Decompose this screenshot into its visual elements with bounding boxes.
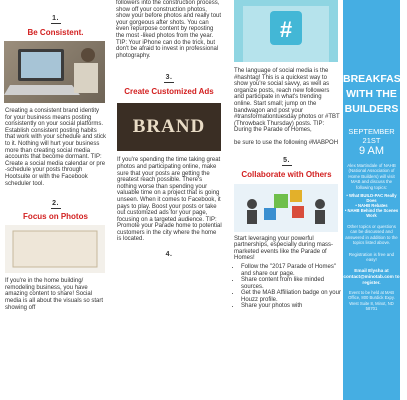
section-number-5: 5.	[283, 156, 290, 164]
section-number-4: 4.	[165, 251, 173, 259]
heading-be-consistent: Be Consistent.	[27, 28, 84, 37]
list-item: • What BUILD-PAC Really Does	[346, 193, 397, 204]
photos-image	[5, 225, 105, 273]
event-email[interactable]: Email Elysha at contact@minotab.com to register.	[343, 268, 400, 285]
laptop-illustration	[4, 41, 105, 103]
collaborate-text: Start leveraging your powerful partnerships, especially during mass-marketed events like the Parade of Homes!	[234, 235, 334, 262]
list-item: • Share your photos with	[241, 303, 344, 310]
list-item: • Get the MAB Affiliation badge on your Houzz profile.	[241, 290, 344, 303]
focus-on-photos-text: If you're in the home building/ remodeling business, you have amazing content to share! Social media is all about the visuals so start showing off	[5, 278, 104, 311]
event-title: BREAKFAST WITH THE BUILDERS	[343, 73, 407, 115]
heading-collaborate: Collaborate with Others	[241, 169, 332, 179]
event-questions: Other topics or questions can be discussed and answered in addition to the topics listed above.	[345, 224, 398, 246]
be-consistent-text: Creating a consistent brand identity for your business means posting consistently on your social platforms. Establish consistent posting habits that work with your schedule and stick to it. Nothing will hurt your business more than creating social media accounts that become dormant. TIP: Create a social media calendar or pre -schedule your posts through Hootsuite or with the Facebook scheduler tool.	[5, 108, 107, 187]
heading-create-customized-ads: Create Customized Ads	[124, 87, 214, 97]
hashtag-text: The language of social media is the #hashtag! This is a quickest way to show you're social savvy, as well as organize posts, reach new followers and participate in what's trending online. Start small; jump on the bandwagon and post your #transformationtuesday photos or #TBT (Throwback Thursday) posts. TIP: During the Parade of Homes,	[234, 68, 340, 134]
event-time: 9 AM	[358, 145, 385, 157]
photos-continued-text: followers into the construction process, show off your construction photos, show your before photos and really tout your gorgeous after shots. You can even repurpose content by reposting the most -liked photos from the year. TIP: Your iPhone can do the trick, but don't be afraid to invest in professional photography.	[116, 0, 222, 59]
svg-text:#: #	[279, 17, 293, 42]
collaboration-image	[234, 184, 338, 232]
brand-word: BRAND	[132, 116, 206, 138]
event-sidebar	[343, 0, 407, 400]
event-topics	[343, 193, 400, 218]
list-item: • Follow the "2017 Parade of Homes" and share our page.	[241, 264, 344, 277]
event-location: Event to be held at MAB Office, 800 Burdick Expy. West Suite 8, Minot, ND 58701	[348, 290, 395, 311]
column-1	[0, 0, 111, 400]
column-3	[229, 0, 344, 400]
brand-photo	[117, 103, 221, 151]
hashtag-image	[234, 0, 338, 62]
event-registration: Registration is free and easy!	[348, 251, 395, 263]
customized-ads-text: If you're spending the time taking great photos and participating online, make sure that your posts are getting the greatest reach possible. There's nothing worse than spending your valuable time on a project that is going unseen. When it comes to Facebook, it pays to play. Boost your posts or take out customized ads for your page, focusing on a targeted audience. TIP: Promote your Parade home to potential customers in the city where the home is located.	[117, 157, 222, 243]
section-number-2: 2.	[52, 200, 59, 208]
collaboration-illustration	[234, 184, 338, 232]
laptop-photo	[4, 41, 105, 103]
hashtag-tip-text: be sure to use the following #MABPOH	[234, 139, 339, 146]
event-date: SEPTEMBER 21ST	[348, 127, 395, 145]
section-number-3: 3.	[165, 74, 173, 82]
column-2	[113, 0, 225, 400]
event-intro: Alex Martindale of NAHB (National Association of Home Builders) will visit MAB and discuss the following topics:	[347, 163, 396, 190]
hashtag-icon	[234, 0, 338, 62]
list-item: • NAHB Behind the Scenes Work	[344, 208, 399, 219]
photo-frame-illustration	[5, 225, 105, 273]
section-number-1: 1.	[52, 15, 59, 22]
list-item: • NAHB Rebates	[355, 203, 388, 209]
heading-focus-on-photos: Focus on Photos	[23, 212, 88, 222]
list-item: • Share content from like minded sources.	[241, 277, 344, 290]
collaborate-list	[229, 264, 344, 310]
